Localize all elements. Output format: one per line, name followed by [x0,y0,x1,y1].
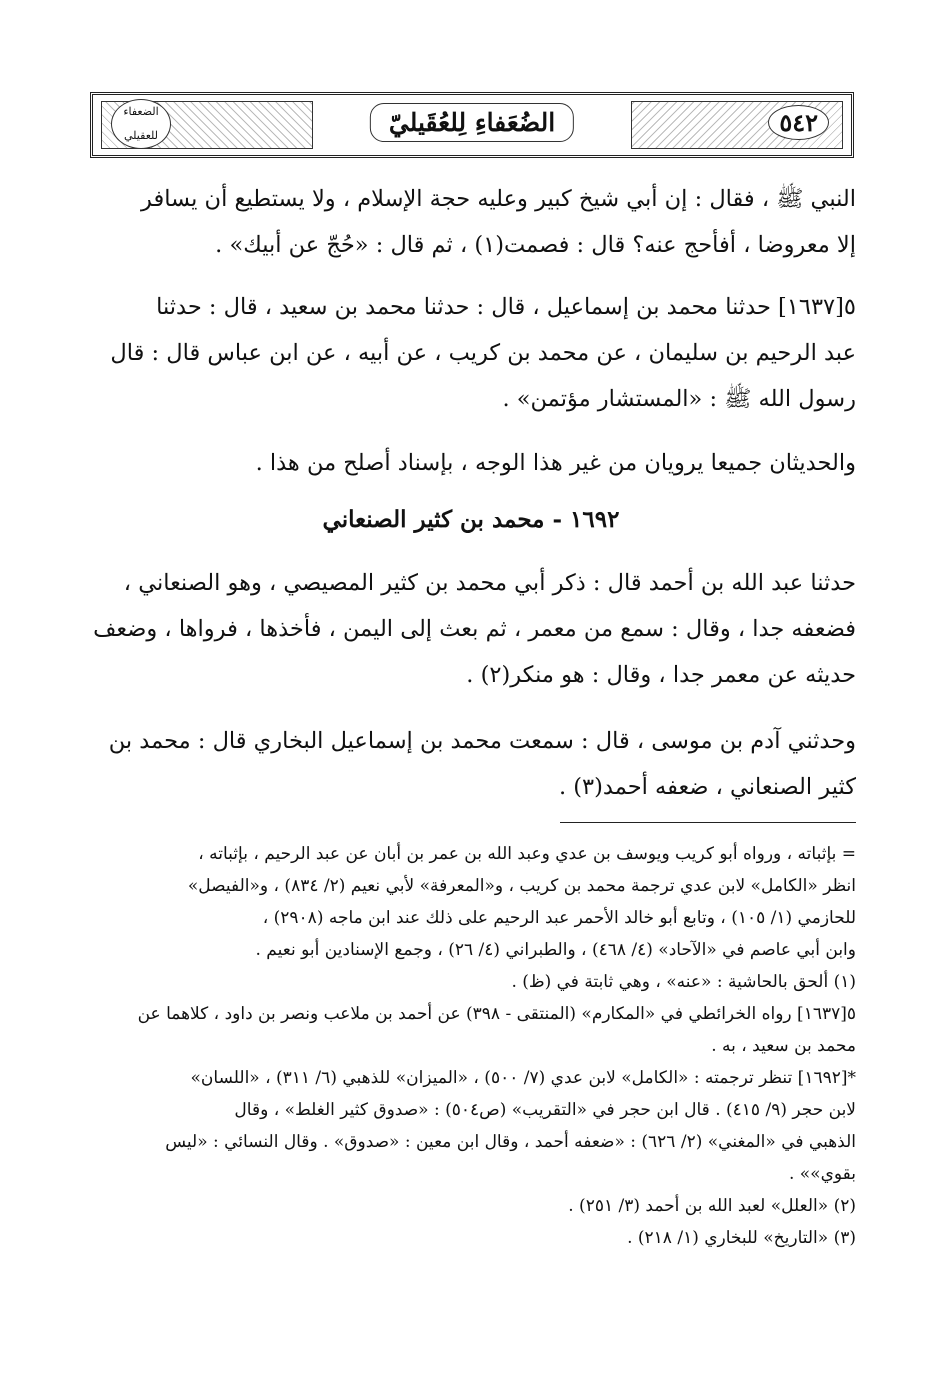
page-header [90,92,854,158]
footnote-line: انظر «الكامل» لابن عدي ترجمة محمد بن كريب ، و«المعرفة» لأبي نعيم (٢/ ٨٣٤) ، و«الفيصل» [187,876,856,896]
text-line: عبد الرحيم بن سليمان ، عن محمد بن كريب ، عن أبيه ، عن ابن عباس قال : قال [110,340,856,366]
footnotes [92,838,856,1254]
biography-paragraph-1 [92,560,856,698]
continuation-paragraph [92,176,856,268]
text-line: رسول الله ﷺ : «المستشار مؤتمن» . [502,386,856,412]
footnote-line: ٥[١٦٣٧] رواه الخرائطي في «المكارم» (المنتقى - ٣٩٨) عن أحمد بن ملاعب ونصر بن داود ، كلاهما عن [137,1004,856,1024]
text-line: إلا معروضا ، أفأحج عنه؟ قال : فصمت(١) ، ثم قال : «حُجّ عن أبيك» . [215,232,856,258]
footnote-line: *[١٦٩٢] تنظر ترجمته : «الكامل» لابن عدي (٧/ ٥٠٠) ، «الميزان» للذهبي (٦/ ٣١١) ، «اللسان» [190,1068,856,1088]
book-logo-medallion [111,99,171,149]
footnote-separator [560,822,856,823]
biography-paragraph-2 [92,718,856,810]
footnote-line: (٢) «العلل» لعبد الله بن أحمد (٣/ ٢٥١) . [568,1196,856,1216]
text-line: وحدثني آدم بن موسى ، قال : سمعت محمد بن إسماعيل البخاري قال : محمد بن [108,728,856,754]
running-title: الضُعَفاءِ لِلعُقَيليّ [370,103,574,142]
text-line: حديثه عن معمر جدا ، وقال : هو منكر(٢) . [466,662,856,688]
text-line: والحديثان جميعا يرويان من غير هذا الوجه ، بإسناد أصلح من هذا . [255,450,856,476]
text-line: ٥[١٦٣٧] حدثنا محمد بن إسماعيل ، قال : حدثنا محمد بن سعيد ، قال : حدثنا [156,294,856,320]
text-line: حدثنا عبد الله بن أحمد قال : ذكر أبي محمد بن كثير المصيصي ، وهو الصنعاني ، [123,570,856,596]
footnote-line: وابن أبي عاصم في «الآحاد» (٤/ ٤٦٨) ، والطبراني (٤/ ٢٦) ، وجمع الإسنادين أبو نعيم . [255,940,856,960]
footnote-line: للحازمي (١/ ١٠٥) ، وتابع أبو خالد الأحمر عبد الرحيم على ذلك عند ابن ماجه (٢٩٠٨) ، [262,908,856,928]
text-line: النبي ﷺ ، فقال : إن أبي شيخ كبير وعليه حجة الإسلام ، ولا يستطيع أن يسافر [141,186,856,212]
medal-text: الضعفاء للعقيلي [123,105,159,142]
hadith-1637 [92,284,856,422]
footnote-line: = بإثباته ، ورواه أبو كريب ويوسف بن عدي وعبد الله بن عمر بن أبان عن عبد الرحيم ، بإثباته ، [198,844,856,864]
footnote-line: محمد بن سعيد ، به . [711,1036,856,1056]
footnote-line: (١) ألحق بالحاشية : «عنه» ، وهي ثابتة في (ظ) . [511,972,856,992]
closing-remark [92,440,856,486]
footnote-line: (٣) «التاريخ» للبخاري (١/ ٢١٨) . [627,1228,856,1248]
biography-heading: ١٦٩٢ - محمد بن كثير الصنعاني [322,506,620,533]
text-line: فضعفه جدا ، وقال : سمع من معمر ، ثم بعث إلى اليمن ، فأخذها ، فرواها ، وضعف [93,616,856,642]
text-line: كثير الصنعاني ، ضعفه أحمد(٣) . [558,774,856,800]
footnote-line: لابن حجر (٩/ ٤١٥) . قال ابن حجر في «التقريب» (ص٥٠٤) : «صدوق كثير الغلط» ، وقال [234,1100,856,1120]
footnote-line: بقوي»» . [788,1164,856,1184]
page-number: ٥٤٢ [768,105,829,140]
footnote-line: الذهبي في «المغني» (٢/ ٦٢٦) : «ضعفه أحمد ، وقال ابن معين : «صدوق» . وقال النسائي : «ليس [165,1132,856,1152]
